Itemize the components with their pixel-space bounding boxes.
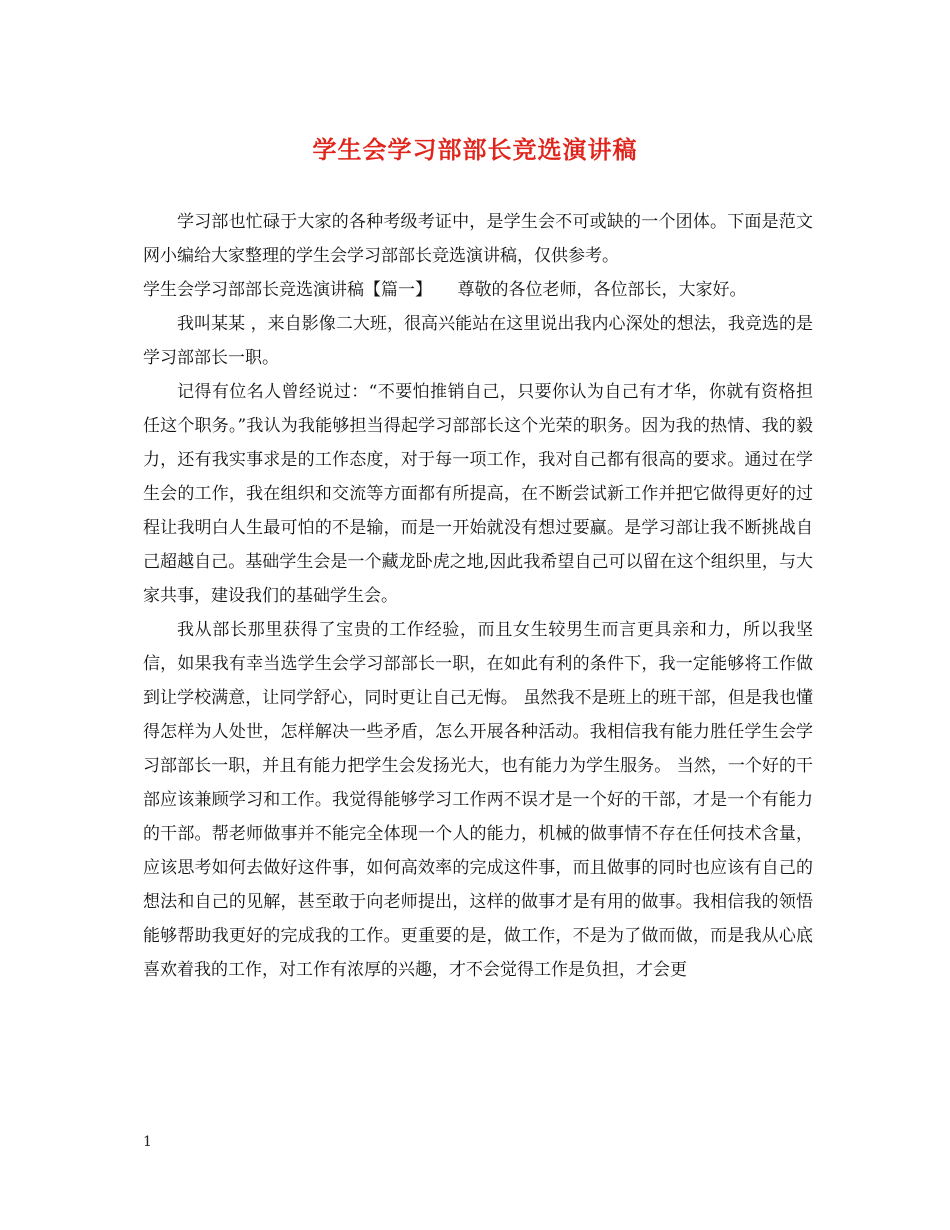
page-number: 1 [143, 1134, 152, 1150]
paragraph-experience: 我从部长那里获得了宝贵的工作经验，而且女生较男生而言更具亲和力，所以我坚信，如果我有幸当选学生会学习部部长一职，在如此有利的条件下，我一定能够将工作做到让学校满意，让同学舒心，同时更让自己无悔。 虽然我不是班上的班干部，但是我也懂得怎样为人处世，怎样解决一些矛盾，怎么开展各种活动。我相信我有能力胜任学生会学习部部长一职，并且有能力把学生会发扬光大，也有能力为学生服务。 当然，一个好的干部应该兼顾学习和工作。我觉得能够学习工作两不误才是一个好的干部，才是一个有能力的干部。帮老师做事并不能完全体现一个人的能力，机械的做事情不存在任何技术含量，应该思考如何去做好这件事，如何高效率的完成这件事，而且做事的同时也应该有自己的想法和自己的见解，甚至敢于向老师提出，这样的做事才是有用的做事。我相信我的领悟能够帮助我更好的完成我的工作。更重要的是，做工作，不是为了做而做，而是我从心底喜欢着我的工作，对工作有浓厚的兴趣，才不会觉得工作是负担，才会更 [143, 620, 813, 980]
paragraph-self-intro: 我叫某某 ，来自影像二大班，很高兴能站在这里说出我内心深处的想法，我竞选的是学习部部长一职。 [143, 314, 813, 368]
document-body [143, 205, 813, 987]
paragraph-intro: 学习部也忙碌于大家的各种考级考证中，是学生会不可或缺的一个团体。下面是范文网小编给大家整理的学生会学习部部长竞选演讲稿，仅供参考。 [143, 212, 813, 266]
paragraph-section-heading [143, 273, 813, 307]
section-heading-text: 学生会学习部部长竞选演讲稿【篇一】 尊敬的各位老师，各位部长，大家好。 [143, 280, 747, 300]
paragraph-quote: 记得有位名人曾经说过：“不要怕推销自己，只要你认为自己有才华，你就有资格担任这个职务。”我认为我能够担当得起学习部部长这个光荣的职务。因为我的热情、我的毅力，还有我实事求是的工作态度，对于每一项工作，我对自己都有很高的要求。通过在学生会的工作，我在组织和交流等方面都有所提高，在不断尝试新工作并把它做得更好的过程让我明白人生最可怕的不是输，而是一开始就没有想过要赢。是学习部让我不断挑战自己超越自己。基础学生会是一个藏龙卧虎之地,因此我希望自己可以留在这个组织里，与大家共事，建设我们的基础学生会。 [143, 382, 813, 606]
document-title: 学生会学习部部长竞选演讲稿 [312, 135, 638, 164]
